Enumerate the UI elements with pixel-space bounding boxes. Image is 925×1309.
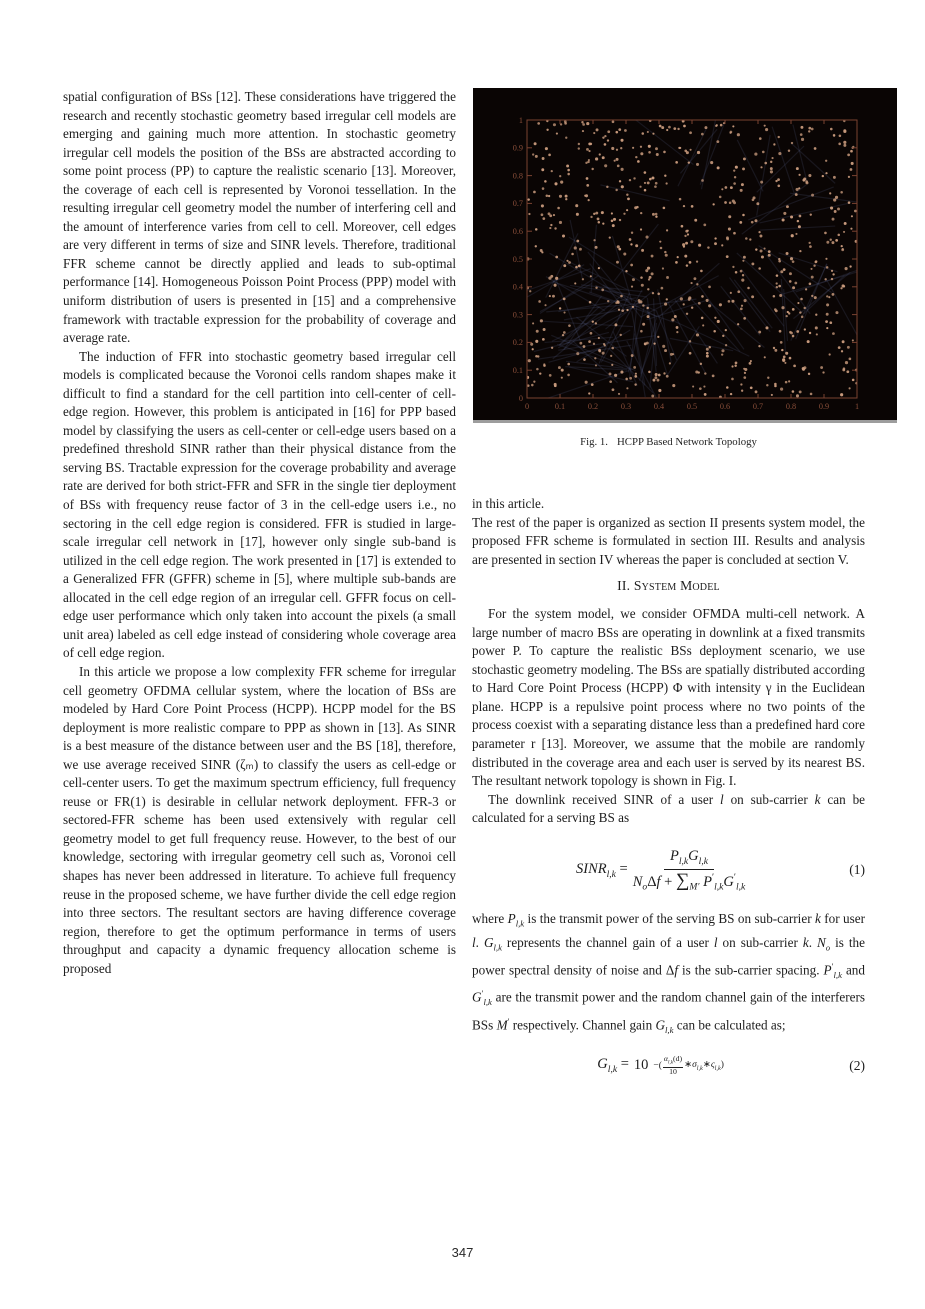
svg-text:1: 1	[518, 115, 523, 125]
svg-text:0: 0	[518, 393, 523, 403]
svg-text:0.7: 0.7	[512, 199, 523, 209]
svg-text:0.5: 0.5	[686, 402, 698, 411]
paragraph-intro-1: spatial configuration of BSs [12]. These considerations have triggered the research and recently stochastic geometry based irregular cell models are emerging and gaining much more attention. In stochastic geometry irregular cell models the position of the BSs are abstracted according to some point process (PP) to capture the realistic scenario [13]. Moreover, the coverage of each cell is represented by Voronoi tessellation. In the resulting irregular cell geometry model the number of interfering cell and the amount of interference varies from cell to cell. Moreover, cell edges are very different in terms of size and SINR levels. Therefore, traditional FFR scheme cannot be directly applied and leads to sub-optimal performance [14]. Homogeneous Poisson Point Process (PPP) model with uniform distribution of users is presented in [15] and a comprehensive framework with tractable expression for the probability of coverage and average rate.	[63, 89, 456, 346]
svg-text:1: 1	[854, 402, 860, 411]
equation-1-number: (1)	[849, 862, 865, 878]
hcpp-scatter-svg	[473, 88, 897, 420]
right-column	[472, 88, 865, 1076]
svg-text:0.7: 0.7	[752, 402, 764, 411]
svg-text:0: 0	[524, 402, 530, 411]
equation-2-exponent-open: −(	[653, 1060, 662, 1071]
equation-1	[472, 848, 865, 893]
figure-1-caption	[472, 436, 865, 448]
paragraph-downlink-sinr: The downlink received SINR of a user l on sub-carrier k can be calculated for a serving BS as	[472, 791, 866, 826]
equation-2-lhs: $G_{l,k}$ =	[597, 1056, 629, 1076]
paragraph-organization: The rest of the paper is organized as section II presents system model, the proposed FFR scheme is formulated in section III. Results and analysis are presented in section IV whereas the paper is concluded at section V.	[472, 514, 865, 567]
svg-text:0.1: 0.1	[554, 402, 566, 411]
equation-1-lhs: $SINR_{l,k}$ =	[576, 860, 628, 880]
left-column	[63, 88, 456, 978]
paragraph-continuation: in this article.	[472, 496, 545, 511]
svg-text:0.6: 0.6	[512, 227, 523, 236]
equation-2-number: (2)	[849, 1057, 865, 1073]
equation-2-exponent-fraction	[663, 1055, 683, 1076]
section-heading-system-model: II. System Model	[617, 578, 720, 594]
svg-text:0.9: 0.9	[512, 143, 523, 153]
equation-2-exponent-frac-den: 10	[669, 1066, 677, 1076]
paragraph-intro-3: In this article we propose a low complexity FFR scheme for irregular cell geometry OFDMA cellular system, where the location of BSs are modeled by Hard Core Point Process (HCPP). HCPP model for the BS deployment is more realistic compare to PPP as shown in [13]. As SINR is a best measure of the distance between user and the BS [18], therefore, we use average received SINR (ζₘ) to classify the users as cell-edge or cell-center users. To get the maximum spectrum efficiency, full frequency reuse or FR(1) is desirable in cellular network deployment. FFR-3 or sectored-FFR scheme has been used extensively with regular cell geometry model to get full frequency reuse. However, to the best of our knowledge, sectoring with irregular geometry cell such as, Voronoi cell shapes has never been addressed in literature. To achieve full frequency reuse in the proposed scheme, we have further divide the cell edge region into three sectors. The resultant sectors are having difference coverage region, therefore to get the optimum performance in terms of users throughput and capacity a dynamic frequency allocation scheme is proposed	[63, 663, 456, 976]
svg-text:0.4: 0.4	[653, 402, 665, 411]
equation-2-body	[472, 1055, 849, 1076]
svg-text:0.8: 0.8	[512, 171, 523, 181]
equation-1-fraction	[633, 848, 746, 893]
svg-text:0.4: 0.4	[512, 282, 523, 292]
figure-caption-label: Fig. 1.	[580, 436, 608, 448]
equation-2-base: 10	[633, 1057, 649, 1074]
equation-2	[472, 1055, 865, 1076]
svg-text:0.3: 0.3	[620, 402, 632, 411]
paragraph-where-definitions: where $P_{l,k}$ is the transmit power of the serving BS on sub-carrier k for user l. $G_{l,k}$ represents the channel gain of a user l on sub-carrier k. $N_o$ is the power spectral density of noise and Δf is the sub-carrier spacing. $P'_{l,k}$ and $G'_{l,k}$ are the transmit power and the random channel gain of the interferers BSs M′ respectively. Channel gain $G_{l,k}$ can be calculated as;	[472, 911, 865, 1035]
paragraph-system-model: For the system model, we consider OFMDA multi-cell network. A large number of macro BSs are operating in downlink at a fixed transmits power P. To capture the realistic BSs deployment scenario, we use stochastic geometry modeling. The BSs are spatially distributed according to Hard Core Point Process (HCPP) Φ with intensity γ in the Euclidean plane. HCPP is a repulsive point process where no two points of the process coexist with a separating distance less than a predefined hard core parameter r [13]. Moreover, we assume that the mobile are randomly distributed in the coverage area and each user is served by its nearest BS. The resultant network topology is shown in Fig. I.	[472, 606, 865, 789]
svg-text:0.8: 0.8	[785, 402, 797, 411]
svg-text:0.9: 0.9	[818, 402, 830, 411]
equation-2-exponent-frac-num: $\alpha_{l,k}(d)$	[663, 1054, 683, 1067]
figure-caption-text: HCPP Based Network Topology	[617, 436, 757, 448]
svg-text:0.3: 0.3	[512, 310, 523, 320]
figure-1	[473, 88, 897, 423]
equation-2-exponent	[653, 1055, 724, 1076]
svg-text:0.1: 0.1	[512, 366, 523, 375]
equation-1-body	[472, 848, 849, 893]
paragraph-intro-2: The induction of FFR into stochastic geometry based irregular cell models is complicated because the Voronoi cells random shapes make it difficult to find a standard for the cell partition into cell-center of cell-edge region. However, this problem is anticipated in [16] for PPP based model by classifying the users as cell-center or cell-edge users based on a predefined threshold SINR rather than their physical distance from the serving BS. Tractable expression for the coverage probability and average rate are derived for both strict-FFR and SFR in the single tier deployment of BSs with frequency reuse factor of 3 in the cell-edge users i.e., no sectoring in the cell edge region is considered. FFR is studied in large-scale irregular cell network in [17], however only single sub-band is utilized in the cell edge region. The work presented in [17] is extended to a Generalized FFR (GFFR) scheme in [5], where multiple sub-bands are allocated in the cell edge region of an irregular cell. GFFR focus on cell-edge user performance which only taken into account the pixels (a small unit area) labeled as cell edge instead of considering whole coverage area of cell edge region.	[63, 348, 456, 661]
equation-1-numerator: $P_{l,k}G_{l,k}$	[664, 848, 714, 870]
svg-text:0.2: 0.2	[512, 338, 523, 348]
equation-2-exponent-rest: $∗\sigma_{l,k}∗\varsigma_{l,k}$)	[684, 1060, 724, 1073]
page-number: 347	[451, 1245, 474, 1260]
svg-text:0.2: 0.2	[587, 402, 599, 411]
svg-text:0.5: 0.5	[512, 254, 523, 264]
equation-1-denominator: $N_o\Delta f + \sum_{M'}$ $P'_{l,k}G'_{l,k}$	[632, 869, 746, 893]
svg-text:0.6: 0.6	[719, 402, 731, 411]
